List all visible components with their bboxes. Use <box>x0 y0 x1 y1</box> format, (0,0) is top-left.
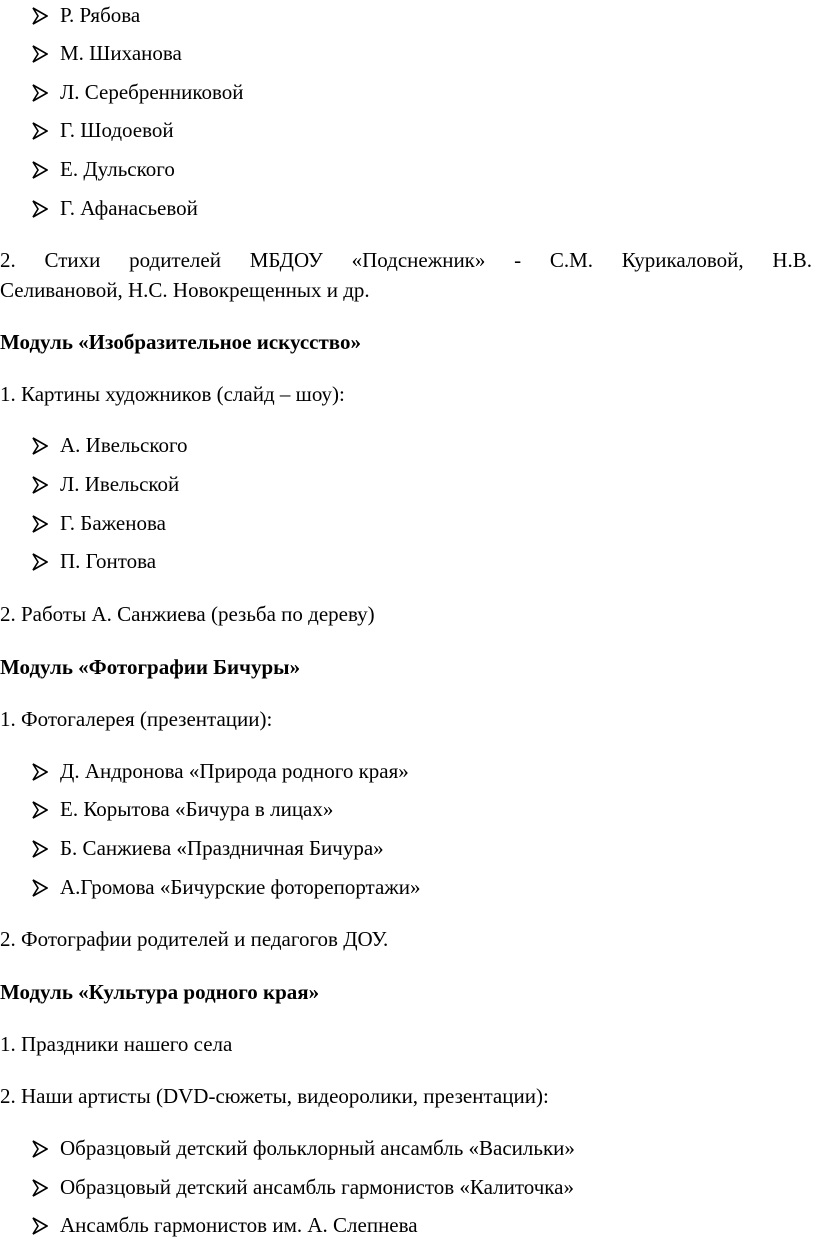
arrow-bullet-icon <box>32 796 60 822</box>
list-item <box>32 2 140 28</box>
list-item <box>32 1135 575 1161</box>
module-photo-item2: 2. Фотографии родителей и педагогов ДОУ. <box>0 927 389 951</box>
list-item <box>32 471 179 497</box>
list-item <box>32 548 156 574</box>
list-item <box>32 117 174 143</box>
list-item <box>32 758 409 784</box>
arrow-bullet-icon <box>32 835 60 861</box>
arrow-bullet-icon <box>32 1174 60 1200</box>
list-item-text: Ансамбль гармонистов им. А. Слепнева <box>60 1213 418 1237</box>
arrow-bullet-icon <box>32 471 60 497</box>
arrow-bullet-icon <box>32 758 60 784</box>
module-art-item2: 2. Работы А. Санжиева (резьба по дереву) <box>0 602 375 626</box>
list-item <box>32 195 198 221</box>
arrow-bullet-icon <box>32 2 60 28</box>
list-item-text: Р. Рябова <box>60 3 141 27</box>
module-culture-heading: Модуль «Культура родного края» <box>0 980 320 1004</box>
module-photo-heading: Модуль «Фотографии Бичуры» <box>0 655 301 679</box>
list-item <box>32 40 182 66</box>
list-item <box>32 1174 574 1200</box>
arrow-bullet-icon <box>32 432 60 458</box>
module-art-item1: 1. Картины художников (слайд – шоу): <box>0 382 345 406</box>
arrow-bullet-icon <box>32 156 60 182</box>
list-item <box>32 432 188 458</box>
list-item <box>32 835 384 861</box>
list-item <box>32 796 333 822</box>
list-item-text: Е. Дульского <box>60 157 175 181</box>
list-item-text: Г. Афанасьевой <box>60 196 198 220</box>
arrow-bullet-icon <box>32 1212 60 1238</box>
module-photo-item1: 1. Фотогалерея (презентации): <box>0 707 273 731</box>
list-item-text: Образцовый детский ансамбль гармонистов «Калиточка» <box>60 1175 574 1199</box>
list-item-text: М. Шиханова <box>60 41 182 65</box>
arrow-bullet-icon <box>32 40 60 66</box>
arrow-bullet-icon <box>32 1135 60 1161</box>
arrow-bullet-icon <box>32 195 60 221</box>
list-item-text: Д. Андронова «Природа родного края» <box>60 759 409 783</box>
list-item <box>32 874 421 900</box>
list-item-text: Л. Серебренниковой <box>60 80 244 104</box>
list-item-text: Л. Ивельской <box>60 472 180 496</box>
module-culture-item2: 2. Наши артисты (DVD-сюжеты, видеоролики, презентации): <box>0 1084 549 1108</box>
list-item-text: Б. Санжиева «Праздничная Бичура» <box>60 836 384 860</box>
list-item-text: Е. Корытова «Бичура в лицах» <box>60 797 334 821</box>
module-culture-item1: 1. Праздники нашего села <box>0 1032 233 1056</box>
list-item <box>32 79 244 105</box>
arrow-bullet-icon <box>32 79 60 105</box>
module-art-heading: Модуль «Изобразительное искусство» <box>0 330 361 354</box>
list-item-text: Образцовый детский фольклорный ансамбль «Васильки» <box>60 1136 575 1160</box>
arrow-bullet-icon <box>32 548 60 574</box>
arrow-bullet-icon <box>32 510 60 536</box>
list-item-text: А.Громова «Бичурские фоторепортажи» <box>60 875 421 899</box>
arrow-bullet-icon <box>32 117 60 143</box>
list-item <box>32 510 166 536</box>
list-item-text: А. Ивельского <box>60 433 188 457</box>
list-item-text: Г. Баженова <box>60 511 166 535</box>
list-item <box>32 156 175 182</box>
list-item-text: Г. Шодоевой <box>60 118 174 142</box>
arrow-bullet-icon <box>32 874 60 900</box>
poems-paragraph-line2: Селивановой, Н.С. Новокрещенных и др. <box>0 278 370 302</box>
list-item <box>32 1212 418 1238</box>
poems-paragraph-line1: 2. Стихи родителей МБДОУ «Подснежник» - С.М. Курикаловой, Н.В. <box>0 248 812 272</box>
list-item-text: П. Гонтова <box>60 549 157 573</box>
